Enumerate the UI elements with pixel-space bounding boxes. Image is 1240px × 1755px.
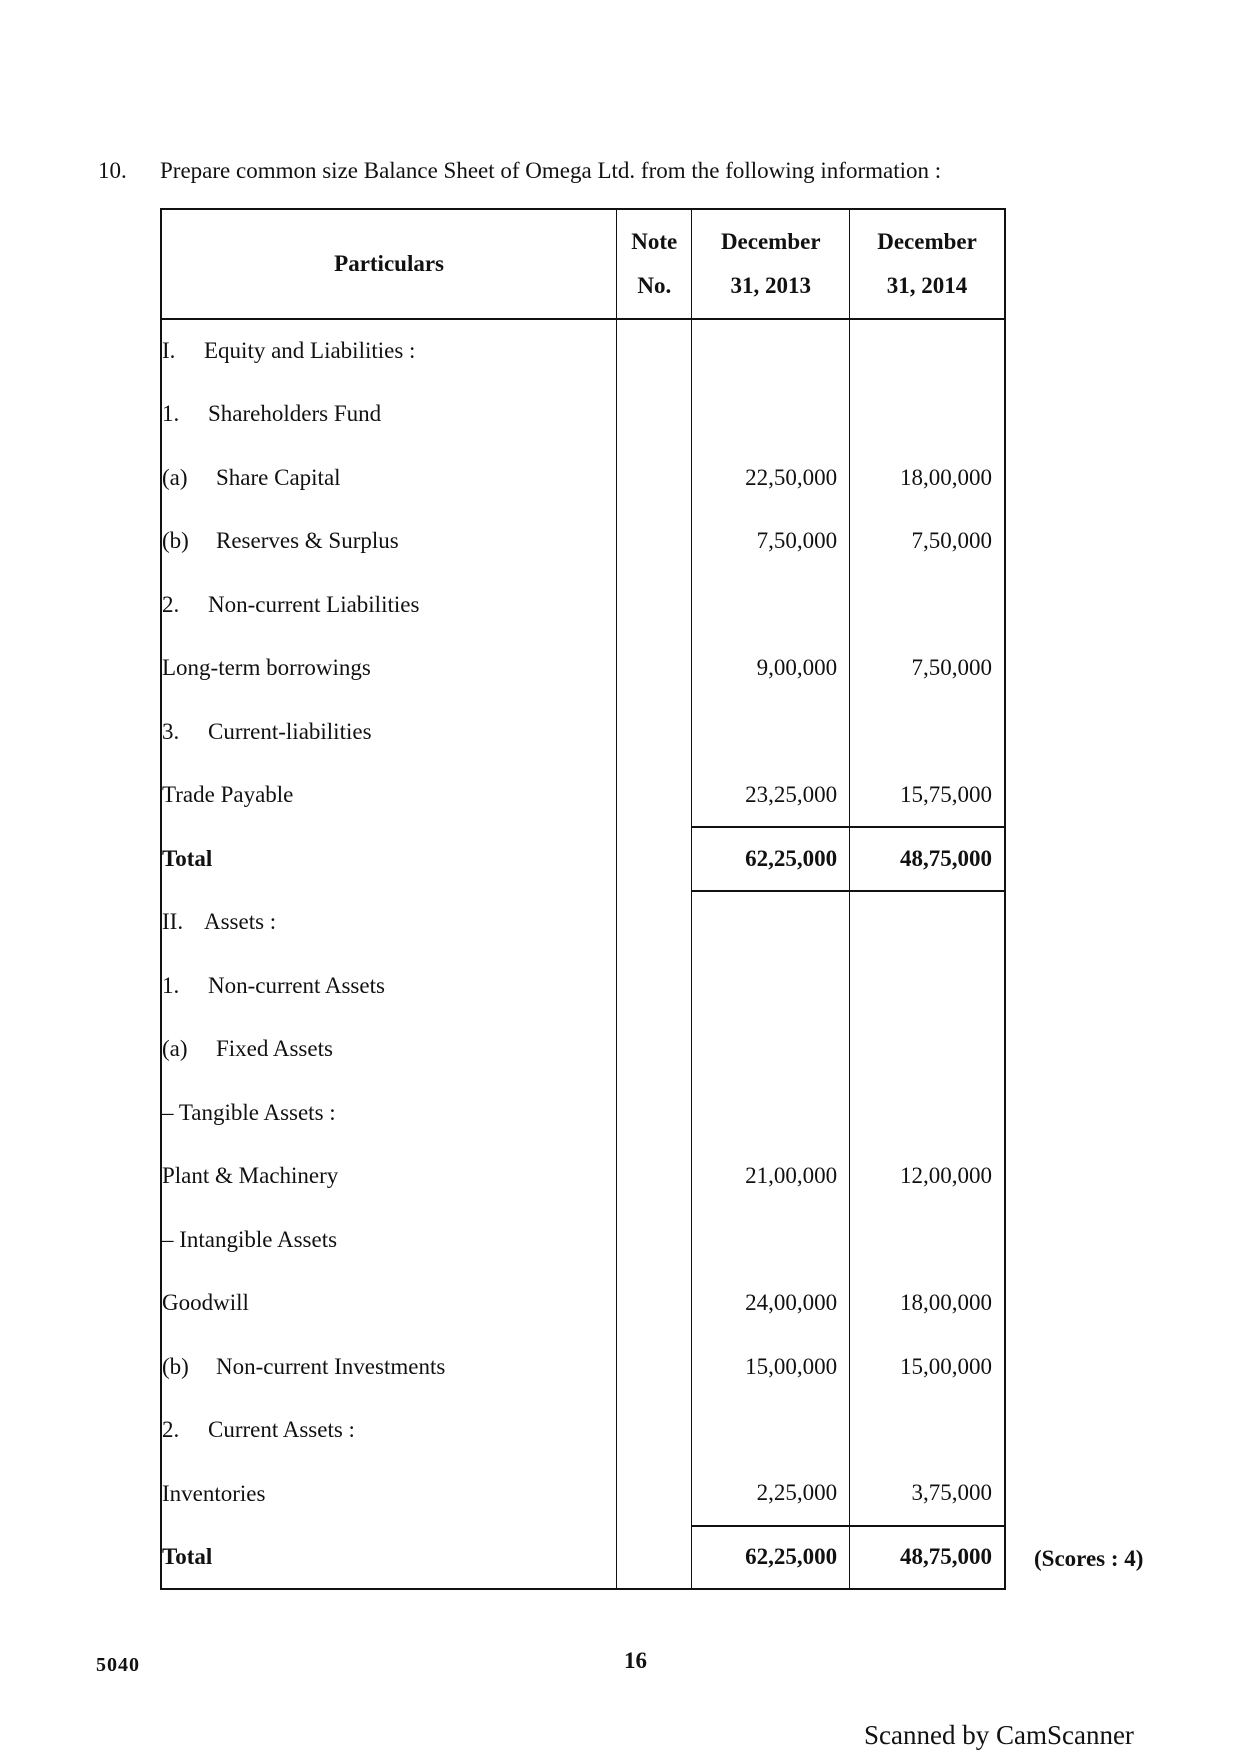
- row-value-2014: [850, 573, 1005, 637]
- row-note: [617, 700, 692, 764]
- table-row: [161, 383, 1005, 447]
- row-label: Goodwill: [162, 1290, 249, 1316]
- row-value-2013: [692, 319, 850, 383]
- row-particular: [161, 446, 617, 510]
- row-value-2013: 21,00,000: [692, 1145, 850, 1209]
- row-label: Trade Payable: [162, 782, 294, 808]
- table-header-row: [161, 209, 1005, 319]
- table-row: [161, 954, 1005, 1018]
- row-label: Current Assets :: [208, 1417, 355, 1443]
- row-value-2014: [850, 1399, 1005, 1463]
- row-label: Shareholders Fund: [208, 401, 382, 427]
- row-value-2013: 24,00,000: [692, 1272, 850, 1336]
- row-value-2014: [850, 1208, 1005, 1272]
- row-note: [617, 319, 692, 383]
- row-note: [617, 510, 692, 574]
- row-value-2014: [850, 1018, 1005, 1082]
- row-label: Non-current Assets: [208, 972, 385, 998]
- row-label: Share Capital: [216, 464, 341, 490]
- balance-sheet-table: [160, 208, 1006, 1590]
- table-row: [161, 1018, 1005, 1082]
- row-value-2014: [850, 383, 1005, 447]
- row-label: Plant & Machinery: [162, 1163, 339, 1189]
- row-value-2014: [850, 1081, 1005, 1145]
- row-value-2014: [850, 954, 1005, 1018]
- table-row: [161, 700, 1005, 764]
- row-value-2014: [850, 891, 1005, 955]
- row-note: [617, 637, 692, 701]
- row-particular: [161, 1335, 617, 1399]
- question: [98, 158, 941, 184]
- table-row: [161, 446, 1005, 510]
- row-value-2013: 2,25,000: [692, 1462, 850, 1526]
- row-note: [617, 383, 692, 447]
- question-number: 10.: [98, 158, 127, 183]
- row-prefix: 1.: [162, 972, 180, 998]
- row-particular: [161, 827, 617, 891]
- total-row-assets: [161, 1526, 1005, 1590]
- row-note: [617, 954, 692, 1018]
- table-row: [161, 319, 1005, 383]
- row-value-2013: [692, 1399, 850, 1463]
- row-particular: [161, 383, 617, 447]
- row-particular: [161, 764, 617, 828]
- row-value-2013: [692, 954, 850, 1018]
- row-note: [617, 827, 692, 891]
- total-value-2013: 62,25,000: [692, 1526, 850, 1590]
- row-label: Non-current Liabilities: [208, 591, 420, 617]
- row-value-2013: [692, 1018, 850, 1082]
- footer-code: 5040: [96, 1654, 140, 1676]
- table-row: [161, 891, 1005, 955]
- header-dec-2014: [850, 209, 1005, 319]
- row-prefix: 2.: [162, 1417, 180, 1443]
- total-value-2014: 48,75,000: [850, 1526, 1005, 1590]
- table-row: [161, 573, 1005, 637]
- row-value-2014: 18,00,000: [900, 464, 992, 490]
- row-value-2014: 15,75,000: [900, 781, 992, 807]
- header-y1-line2: 31, 2013: [730, 273, 811, 298]
- row-particular: [161, 1272, 617, 1336]
- row-prefix: 2.: [162, 591, 180, 617]
- row-value-2014: 3,75,000: [911, 1480, 992, 1506]
- row-prefix: (a): [162, 1036, 188, 1062]
- row-particular: [161, 954, 617, 1018]
- row-value-2013: 7,50,000: [692, 510, 850, 574]
- row-value-2013: [692, 383, 850, 447]
- table-row: [161, 764, 1005, 828]
- row-prefix: II.: [162, 909, 184, 935]
- row-label: Equity and Liabilities :: [204, 338, 416, 364]
- table-row: [161, 1462, 1005, 1526]
- page-number: 16: [624, 1648, 647, 1673]
- total-label: Total: [162, 1543, 213, 1569]
- header-dec-2013: [692, 209, 850, 319]
- row-note: [617, 1272, 692, 1336]
- row-particular: [161, 573, 617, 637]
- row-label: Fixed Assets: [216, 1036, 333, 1062]
- row-note: [617, 1462, 692, 1526]
- row-particular: [161, 1018, 617, 1082]
- table-row: [161, 510, 1005, 574]
- row-note: [617, 1526, 692, 1590]
- row-label: Current-liabilities: [208, 718, 372, 744]
- row-particular: [161, 891, 617, 955]
- row-value-2013: 15,00,000: [692, 1335, 850, 1399]
- row-label: Inventories: [162, 1480, 266, 1506]
- row-particular: [161, 319, 617, 383]
- header-particulars: Particulars: [161, 209, 617, 319]
- row-particular: [161, 1399, 617, 1463]
- row-value-2013: [692, 1208, 850, 1272]
- row-prefix: (a): [162, 464, 188, 490]
- row-value-2013: 9,00,000: [692, 637, 850, 701]
- row-prefix: 3.: [162, 718, 180, 744]
- row-label: – Tangible Assets :: [162, 1099, 336, 1125]
- row-value-2013: [692, 573, 850, 637]
- total-label: Total: [162, 845, 213, 871]
- table-row: [161, 637, 1005, 701]
- row-prefix: (b): [162, 528, 189, 554]
- row-note: [617, 891, 692, 955]
- row-label: Long-term borrowings: [162, 655, 371, 681]
- row-note: [617, 1399, 692, 1463]
- row-note: [617, 1018, 692, 1082]
- row-label: – Intangible Assets: [162, 1226, 338, 1252]
- total-row-liabilities: [161, 827, 1005, 891]
- row-value-2014: 12,00,000: [900, 1163, 992, 1189]
- header-note-no: [617, 209, 692, 319]
- table-row: [161, 1335, 1005, 1399]
- row-prefix: I.: [162, 338, 176, 364]
- header-y1-line1: December: [720, 229, 821, 254]
- table-row: [161, 1399, 1005, 1463]
- row-note: [617, 764, 692, 828]
- table-row: [161, 1208, 1005, 1272]
- row-particular: [161, 637, 617, 701]
- row-label: Non-current Investments: [216, 1353, 446, 1379]
- row-value-2013: [692, 1081, 850, 1145]
- row-value-2013: 23,25,000: [692, 764, 850, 828]
- row-note: [617, 1145, 692, 1209]
- table-row: [161, 1081, 1005, 1145]
- row-prefix: 1.: [162, 401, 180, 427]
- row-particular: [161, 1526, 617, 1590]
- row-note: [617, 1335, 692, 1399]
- header-y2-line1: December: [877, 229, 977, 254]
- row-value-2014: 7,50,000: [911, 528, 992, 554]
- scores-label: (Scores : 4): [1034, 1546, 1144, 1571]
- row-note: [617, 1208, 692, 1272]
- row-note: [617, 446, 692, 510]
- row-value-2013: [692, 700, 850, 764]
- row-value-2014: [850, 700, 1005, 764]
- table-row: [161, 1272, 1005, 1336]
- row-particular: [161, 1462, 617, 1526]
- row-label: Assets :: [204, 909, 277, 935]
- header-note-line1: Note: [631, 229, 678, 254]
- row-particular: [161, 510, 617, 574]
- row-particular: [161, 1208, 617, 1272]
- total-value-2013: 62,25,000: [692, 827, 850, 891]
- row-note: [617, 573, 692, 637]
- row-value-2014: 18,00,000: [900, 1290, 992, 1316]
- row-value-2013: 22,50,000: [692, 446, 850, 510]
- row-value-2014: 15,00,000: [900, 1353, 992, 1379]
- row-value-2013: [692, 891, 850, 955]
- total-value-2014: 48,75,000: [850, 827, 1005, 891]
- row-note: [617, 1081, 692, 1145]
- scanner-watermark: Scanned by CamScanner: [864, 1720, 1134, 1750]
- row-value-2014: 7,50,000: [911, 655, 992, 681]
- row-particular: [161, 1081, 617, 1145]
- header-y2-line2: 31, 2014: [886, 273, 968, 298]
- table-row: [161, 1145, 1005, 1209]
- header-note-line2: No.: [637, 273, 672, 298]
- row-value-2014: [850, 319, 1005, 383]
- row-label: Reserves & Surplus: [216, 528, 399, 554]
- question-text: Prepare common size Balance Sheet of Omega Ltd. from the following information :: [160, 158, 942, 183]
- row-particular: [161, 1145, 617, 1209]
- row-prefix: (b): [162, 1353, 189, 1379]
- row-particular: [161, 700, 617, 764]
